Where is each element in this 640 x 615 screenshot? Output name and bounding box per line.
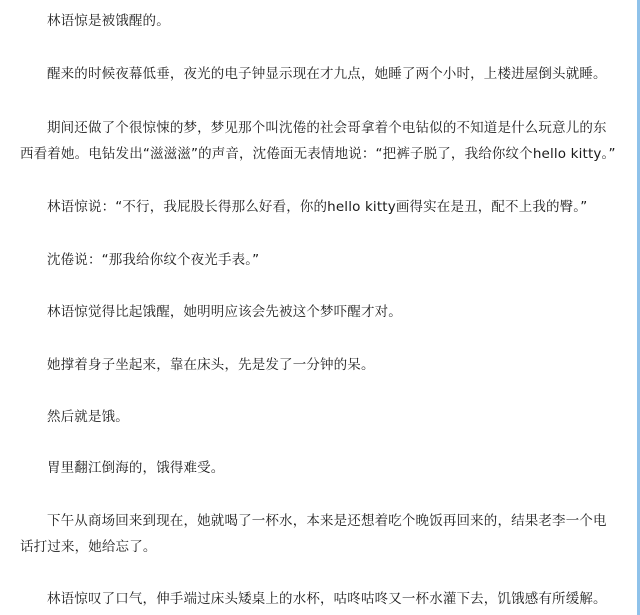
chapter-text [20, 0, 620, 615]
paragraph-5: 沈倦说：“那我给你纹个夜光手表。” [47, 252, 260, 268]
paragraph-1: 林语惊是被饿醒的。 [47, 13, 170, 29]
paragraph-10: 下午从商场回来到现在，她就喝了一杯水，本来是还想着吃个晚饭再回来的，结果老李一个电话打过来，她给忘了。 [20, 513, 607, 555]
paragraph-2: 醒来的时候夜幕低垂，夜光的电子钟显示现在才九点，她睡了两个小时，上楼进屋倒头就睡。 [47, 66, 607, 82]
paragraph-9: 胃里翻江倒海的，饿得难受。 [47, 460, 225, 476]
paragraph-7: 她撑着身子坐起来，靠在床头，先是发了一分钟的呆。 [47, 357, 375, 373]
paragraph-8: 然后就是饿。 [47, 409, 129, 425]
paragraph-6: 林语惊觉得比起饿醒，她明明应该会先被这个梦吓醒才对。 [47, 304, 402, 320]
paragraph-11: 林语惊叹了口气，伸手端过床头矮桌上的水杯，咕咚咕咚又一杯水灌下去，饥饿感有所缓解。 [47, 591, 607, 607]
paragraph-4: 林语惊说：“不行，我屁股长得那么好看，你的hello kitty画得实在是丑，配不上我的臀。” [47, 199, 588, 215]
paragraph-3: 期间还做了个很惊悚的梦，梦见那个叫沈倦的社会哥拿着个电钻似的不知道是什么玩意儿的东西看着她。电钻发出“滋滋滋”的声音，沈倦面无表情地说：“把裤子脱了，我给你纹个hello kitty。” [20, 120, 616, 162]
